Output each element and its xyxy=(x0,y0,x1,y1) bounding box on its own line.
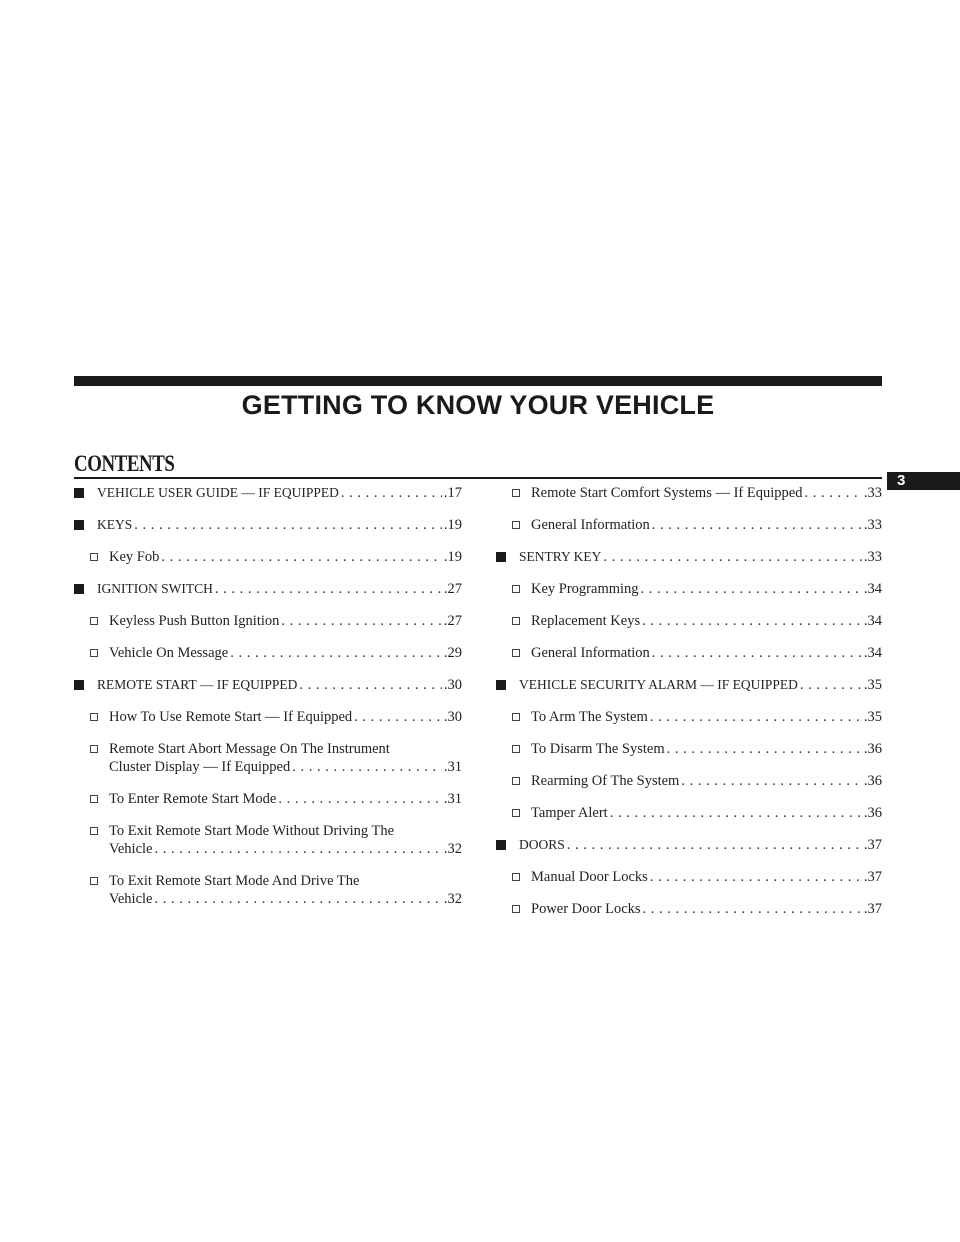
toc-entry-page: .19 xyxy=(443,517,462,533)
toc-entry[interactable] xyxy=(496,484,882,502)
toc-entry[interactable] xyxy=(74,644,462,662)
dot-leader xyxy=(154,890,441,908)
dot-leader xyxy=(603,548,861,566)
hollow-square-bullet-icon xyxy=(512,873,520,881)
chapter-title: GETTING TO KNOW YOUR VEHICLE xyxy=(241,390,715,420)
dot-leader xyxy=(215,580,442,598)
dot-leader xyxy=(642,612,862,630)
toc-entry-title-line1: Remote Start Abort Message On The Instrument xyxy=(109,741,390,757)
toc-entry-page: .31 xyxy=(443,791,462,807)
chapter-tab-number: 3 xyxy=(897,472,906,489)
dot-leader xyxy=(681,772,862,790)
dot-leader xyxy=(354,708,442,726)
dot-leader xyxy=(161,548,442,566)
hollow-square-bullet-icon xyxy=(512,649,520,657)
toc-entry-page: .35 xyxy=(863,677,882,693)
toc-entry[interactable] xyxy=(496,740,882,758)
hollow-square-bullet-icon xyxy=(512,777,520,785)
hollow-square-bullet-icon xyxy=(512,617,520,625)
toc-entry-title: Cluster Display — If Equipped xyxy=(109,759,291,775)
toc-entry-title: KEYS xyxy=(97,517,133,532)
toc-entry-page: .31 xyxy=(443,759,462,775)
toc-entry-page: .34 xyxy=(863,581,882,597)
dot-leader xyxy=(567,836,862,854)
hollow-square-bullet-icon xyxy=(512,521,520,529)
toc-entry-page: .36 xyxy=(863,741,882,757)
toc-entry-title: Replacement Keys xyxy=(531,613,641,629)
toc-entry-title: General Information xyxy=(531,517,650,533)
dot-leader xyxy=(610,804,862,822)
toc-entry-page: .17 xyxy=(443,485,462,501)
toc-entry-page: .32 xyxy=(443,841,462,857)
dot-leader xyxy=(650,708,862,726)
toc-entry-title-line1: To Exit Remote Start Mode And Drive The xyxy=(109,873,360,889)
hollow-square-bullet-icon xyxy=(90,649,98,657)
toc-entry-title: How To Use Remote Start — If Equipped xyxy=(109,709,353,725)
filled-square-bullet-icon xyxy=(496,548,506,568)
toc-entry-title: IGNITION SWITCH xyxy=(97,581,213,596)
hollow-square-bullet-icon xyxy=(90,553,98,561)
hollow-square-bullet-icon xyxy=(512,713,520,721)
toc-entry[interactable] xyxy=(496,676,882,694)
dot-leader xyxy=(652,516,862,534)
toc-entry-page: .29 xyxy=(443,645,462,661)
hollow-square-bullet-icon xyxy=(512,809,520,817)
toc-right-column xyxy=(496,484,882,932)
hollow-square-bullet-icon xyxy=(90,877,98,885)
toc-entry-title: Key Fob xyxy=(109,549,160,565)
toc-entry-title: Power Door Locks xyxy=(531,901,641,917)
toc-entry-page: .32 xyxy=(443,891,462,907)
toc-entry-page: .19 xyxy=(443,549,462,565)
dot-leader xyxy=(281,612,441,630)
chapter-tab[interactable] xyxy=(887,472,960,490)
toc-entry-title: To Disarm The System xyxy=(531,741,665,757)
toc-entry[interactable] xyxy=(74,676,462,694)
dot-leader xyxy=(804,484,861,502)
toc-entry-title: Vehicle xyxy=(109,841,153,857)
toc-entry[interactable] xyxy=(496,548,882,566)
toc-entry[interactable] xyxy=(74,580,462,598)
toc-entry[interactable] xyxy=(74,484,462,502)
toc-entry-title: Tamper Alert xyxy=(531,805,608,821)
toc-entry[interactable] xyxy=(496,644,882,662)
chapter-top-bar xyxy=(74,376,882,386)
filled-square-bullet-icon xyxy=(496,676,506,696)
toc-entry-title: Key Programming xyxy=(531,581,639,597)
toc-entry[interactable] xyxy=(496,900,882,918)
toc-entry-title: REMOTE START — IF EQUIPPED xyxy=(97,677,298,692)
toc-entry[interactable] xyxy=(496,516,882,534)
dot-leader xyxy=(278,790,442,808)
dot-leader xyxy=(134,516,442,534)
filled-square-bullet-icon xyxy=(496,836,506,856)
dot-leader xyxy=(292,758,442,776)
hollow-square-bullet-icon xyxy=(512,745,520,753)
toc-entry-title: VEHICLE SECURITY ALARM — IF EQUIPPED xyxy=(519,677,798,692)
toc-entry[interactable] xyxy=(74,790,462,808)
toc-entry-title: Remote Start Comfort Systems — If Equipped xyxy=(531,485,803,501)
toc-entry-page: .37 xyxy=(863,869,882,885)
toc-entry-title: VEHICLE USER GUIDE — IF EQUIPPED xyxy=(97,485,339,500)
hollow-square-bullet-icon xyxy=(90,795,98,803)
dot-leader xyxy=(641,580,862,598)
toc-entry-title: Vehicle On Message xyxy=(109,645,229,661)
toc-entry-page: .36 xyxy=(863,805,882,821)
toc-entry-title: To Arm The System xyxy=(531,709,648,725)
toc-entry-page: .27 xyxy=(443,613,462,629)
dot-leader xyxy=(230,644,442,662)
dot-leader xyxy=(299,676,442,694)
toc-entry-page: .34 xyxy=(863,645,882,661)
dot-leader xyxy=(650,868,862,886)
toc-entry-page: .37 xyxy=(863,901,882,917)
hollow-square-bullet-icon xyxy=(90,745,98,753)
toc-entry-title: DOORS xyxy=(519,837,565,852)
contents-rule xyxy=(74,477,882,479)
filled-square-bullet-icon xyxy=(74,516,84,536)
toc-entry[interactable] xyxy=(496,836,882,854)
toc-entry[interactable] xyxy=(496,580,882,598)
toc-entry-page: .37 xyxy=(863,837,882,853)
toc-entry-title: Vehicle xyxy=(109,891,153,907)
dot-leader xyxy=(800,676,862,694)
toc-entry[interactable] xyxy=(496,708,882,726)
toc-entry-title: To Enter Remote Start Mode xyxy=(109,791,277,807)
toc-entry[interactable] xyxy=(74,516,462,534)
toc-entry[interactable] xyxy=(74,708,462,726)
toc-entry-page: .34 xyxy=(863,613,882,629)
dot-leader xyxy=(643,900,862,918)
toc-entry-title: General Information xyxy=(531,645,650,661)
filled-square-bullet-icon xyxy=(74,676,84,696)
toc-entry[interactable] xyxy=(74,822,462,858)
toc-entry-title: Keyless Push Button Ignition xyxy=(109,613,280,629)
filled-square-bullet-icon xyxy=(74,580,84,600)
dot-leader xyxy=(154,840,441,858)
toc-entry-page: .35 xyxy=(863,709,882,725)
toc-entry-title: Rearming Of The System xyxy=(531,773,680,789)
toc-entry-page: .30 xyxy=(443,677,462,693)
toc-left-column xyxy=(74,484,462,922)
toc-entry-title: SENTRY KEY xyxy=(519,549,602,564)
toc-entry[interactable] xyxy=(74,548,462,566)
toc-entry[interactable] xyxy=(496,612,882,630)
hollow-square-bullet-icon xyxy=(90,617,98,625)
toc-entry-title-line1: To Exit Remote Start Mode Without Driving The xyxy=(109,823,395,839)
toc-entry-page: .33 xyxy=(863,549,882,565)
toc-entry-page: .33 xyxy=(863,517,882,533)
toc-entry[interactable] xyxy=(74,612,462,630)
dot-leader xyxy=(652,644,862,662)
toc-entry[interactable] xyxy=(496,772,882,790)
toc-entry-title: Manual Door Locks xyxy=(531,869,648,885)
hollow-square-bullet-icon xyxy=(90,713,98,721)
hollow-square-bullet-icon xyxy=(90,827,98,835)
toc-entry[interactable] xyxy=(496,868,882,886)
hollow-square-bullet-icon xyxy=(512,905,520,913)
toc-entry[interactable] xyxy=(74,740,462,776)
toc-entry[interactable] xyxy=(74,872,462,908)
toc-entry-page: .33 xyxy=(863,485,882,501)
toc-entry-page: .30 xyxy=(443,709,462,725)
toc-entry-page: .27 xyxy=(443,581,462,597)
dot-leader xyxy=(341,484,442,502)
toc-entry[interactable] xyxy=(496,804,882,822)
hollow-square-bullet-icon xyxy=(512,489,520,497)
hollow-square-bullet-icon xyxy=(512,585,520,593)
filled-square-bullet-icon xyxy=(74,484,84,504)
toc-entry-page: .36 xyxy=(863,773,882,789)
dot-leader xyxy=(667,740,862,758)
contents-heading: CONTENTS xyxy=(74,451,175,476)
